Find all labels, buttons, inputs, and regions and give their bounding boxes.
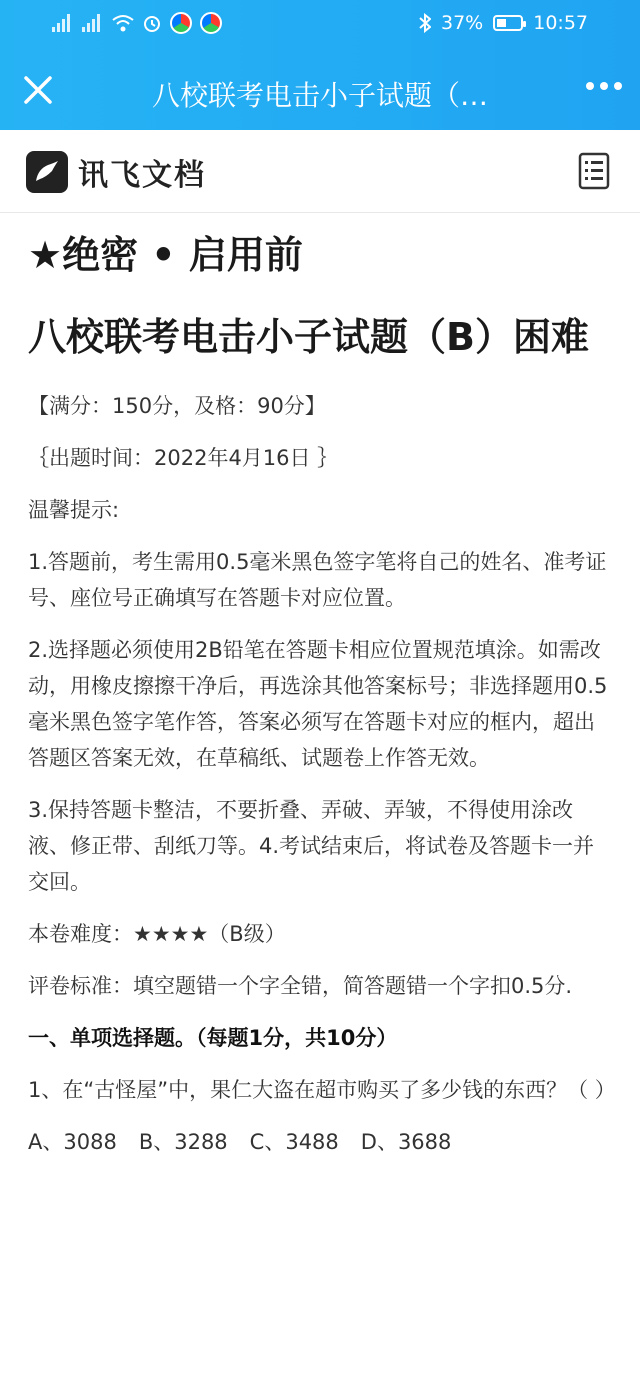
app-icon xyxy=(200,12,222,34)
question-1: 1、在“古怪屋”中，果仁大盗在超市购买了多少钱的东西？（ ） xyxy=(28,1078,616,1102)
question-1-options xyxy=(28,1124,612,1160)
option-b: B、3288 xyxy=(138,1130,228,1154)
feather-logo-icon xyxy=(26,151,68,193)
tips-heading: 温馨提示: xyxy=(28,498,120,522)
status-time: 10:57 xyxy=(533,12,588,34)
status-bar xyxy=(0,0,640,52)
more-dots-icon[interactable] xyxy=(586,82,622,90)
signal-x-icon xyxy=(82,14,104,32)
difficulty-line: 本卷难度：★★★★（B级） xyxy=(28,922,286,946)
document-body xyxy=(28,226,616,1176)
battery-charging-icon xyxy=(493,15,523,31)
signal-x-icon xyxy=(52,14,74,32)
bluetooth-icon xyxy=(419,13,431,33)
option-d: D、3688 xyxy=(360,1130,452,1154)
document-list-icon[interactable] xyxy=(578,152,610,190)
page-title: 八校联考电击小子试题（… xyxy=(151,79,488,112)
header xyxy=(0,0,640,130)
date-line: ｛出题时间：2022年4月16日 ｝ xyxy=(28,446,339,470)
alarm-icon xyxy=(142,13,162,33)
option-a: A、3088 xyxy=(28,1130,117,1154)
option-c: C、3488 xyxy=(249,1130,339,1154)
score-line: 【满分：150分，及格：90分】 xyxy=(28,394,326,418)
section-heading: 一、单项选择题。（每题1分，共10分） xyxy=(28,1026,398,1050)
exam-title: 八校联考电击小子试题（B）困难 xyxy=(28,315,589,359)
tip-2: 2.选择题必须使用2B铅笔在答题卡相应位置规范填涂。如需改动，用橡皮擦擦干净后，再选涂其他答案标号；非选择题用0.5毫米黑色签字笔作答，答案必须写在答题卡对应的框内，超出答题区答案无效，在草稿纸、试题卷上作答无效。 xyxy=(28,638,608,770)
wifi-icon xyxy=(112,14,134,32)
secret-heading: ★绝密 • 启用前 xyxy=(28,233,303,277)
grading-line: 评卷标准：填空题错一个字全错，简答题错一个字扣0.5分. xyxy=(28,974,573,998)
title-bar xyxy=(0,52,640,130)
logo-text: 讯飞文档 xyxy=(78,158,206,193)
logo[interactable] xyxy=(26,150,206,194)
battery-percent: 37% xyxy=(441,12,484,34)
tip-1: 1.答题前，考生需用0.5毫米黑色签字笔将自己的姓名、准考证号、座位号正确填写在答题卡对应位置。 xyxy=(28,550,607,610)
app-icon xyxy=(170,12,192,34)
tip-3: 3.保持答题卡整洁，不要折叠、弄破、弄皱，不得使用涂改液、修正带、刮纸刀等。4.考试结束后，将试卷及答题卡一并交回。 xyxy=(28,798,595,894)
close-icon[interactable] xyxy=(18,70,58,110)
app-bar xyxy=(0,130,640,213)
